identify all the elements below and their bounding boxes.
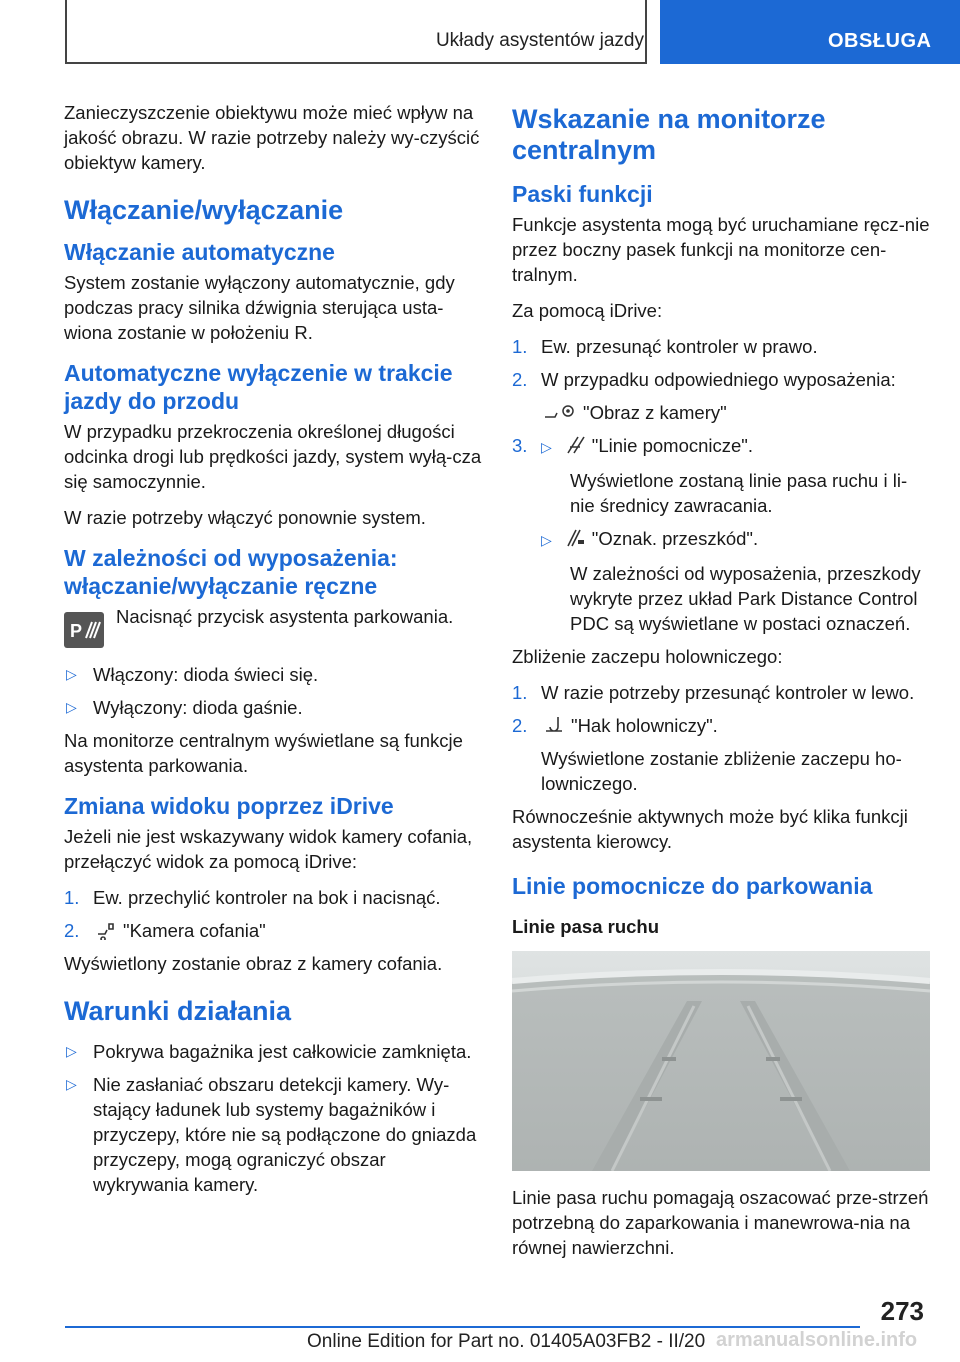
list-item xyxy=(512,713,930,738)
heading-display: Wskazanie na monitorze centralnym xyxy=(512,104,826,165)
list-item xyxy=(64,885,482,910)
step-description xyxy=(512,561,930,636)
led-on-text: Włączony: dioda świeci się. xyxy=(93,664,319,685)
lane-text: Linie pasa ruchu pomagają oszacować prze-strzeń potrzebną do zaparkowania i manewrowa-nia na równej nawierzchni. xyxy=(512,1187,929,1258)
view-text: Jeżeli nie jest wskazywany widok kamery cofania, przełączyć widok za pomocą iDrive: xyxy=(64,826,473,872)
condition-text: Pokrywa bagażnika jest całkowicie zamknięta. xyxy=(93,1041,472,1062)
step-description xyxy=(512,746,930,796)
obstacle-marking-icon xyxy=(564,528,586,548)
list-item xyxy=(512,334,930,359)
guide-lines-icon xyxy=(564,435,586,455)
step-text: "Linie pomocnicze". xyxy=(591,435,753,456)
step-desc-text: Wyświetlone zostanie zbliżenie zaczepu ho-lowniczego. xyxy=(541,748,902,794)
page-number: 273 xyxy=(880,1296,924,1326)
right-column xyxy=(512,100,930,1271)
heading-bars: Paski funkcji xyxy=(512,181,653,207)
heading-auto-off: Automatyczne wyłączenie w trakcie jazdy do przodu xyxy=(64,360,453,414)
bullet-triangle-icon: ▷ xyxy=(66,1076,77,1092)
park-assist-button-icon xyxy=(64,612,104,648)
heading-lines: Linie pomocnicze do parkowania xyxy=(512,873,873,899)
heading-auto-on: Włączanie automatyczne xyxy=(64,239,335,265)
step-number: 2. xyxy=(512,369,528,390)
list-item xyxy=(64,1072,482,1197)
list-item xyxy=(512,680,930,705)
step-number: 2. xyxy=(64,920,80,941)
park-assist-button-row xyxy=(64,604,482,648)
button-instruction: Nacisnąć przycisk asystenta parkowania. xyxy=(116,606,454,627)
step-description xyxy=(512,468,930,518)
step-text: "Oznak. przeszkód". xyxy=(591,528,759,549)
step-desc-text: W zależności od wyposażenia, przeszkody wykryte przez układ Park Distance Control PDC są wyświetlane w postaci oznaczeń. xyxy=(570,563,921,634)
list-item xyxy=(64,1039,482,1064)
bullet-triangle-icon: ▷ xyxy=(541,532,552,548)
step-number: 2. xyxy=(512,715,528,736)
section-title: Układy asystentów jazdy xyxy=(435,30,644,51)
intro-text: Zanieczyszczenie obiektywu może mieć wpływ na jakość obrazu. W razie potrzeby należy wy-czyścić obiektyw kamery. xyxy=(64,102,480,173)
camera-view-line xyxy=(512,400,930,425)
bullet-triangle-icon: ▷ xyxy=(66,699,77,715)
step-text: W razie potrzeby przesunąć kontroler w lewo. xyxy=(541,682,915,703)
heading-manual: W zależności od wyposażenia: włączanie/wyłączanie ręczne xyxy=(64,545,398,599)
list-item xyxy=(512,526,930,553)
chapter-tab: OBSŁUGA xyxy=(660,0,960,64)
camera-view-icon xyxy=(543,402,577,422)
heading-onoff: Włączanie/wyłączanie xyxy=(64,195,344,225)
bullet-triangle-icon: ▷ xyxy=(66,666,77,682)
condition-text: Nie zasłaniać obszaru detekcji kamery. Wy-stający ładunek lub systemy bagażników i przyczepy, które nie są podłączone do gniazda przyczepy, mogą ograniczyć obszar wykrywania kamery. xyxy=(93,1074,477,1195)
list-item xyxy=(512,367,930,392)
svg-text:P: P xyxy=(70,621,83,641)
step-number: 1. xyxy=(64,887,80,908)
bullet-triangle-icon: ▷ xyxy=(541,439,552,455)
step-number: 1. xyxy=(512,336,528,357)
step-text: Ew. przechylić kontroler na bok i nacisnąć. xyxy=(93,887,441,908)
hitch-text: Zbliżenie zaczepu holowniczego: xyxy=(512,646,783,667)
list-item xyxy=(64,662,482,687)
left-column xyxy=(64,100,482,1205)
footer-divider xyxy=(65,1326,860,1328)
step-number: 3. xyxy=(512,435,528,456)
step-number: 1. xyxy=(512,682,528,703)
monitor-text: Na monitorze centralnym wyświetlane są funkcje asystenta parkowania. xyxy=(64,730,463,776)
edition-footer: Online Edition for Part no. 01405A03FB2 - II/20 xyxy=(307,1331,706,1352)
list-item xyxy=(512,433,930,460)
auto-off-text: W przypadku przekroczenia określonej długości odcinka drogi lub prędkości jazdy, system wyłą-cza się samoczynnie. xyxy=(64,421,482,492)
heading-conditions: Warunki działania xyxy=(64,996,292,1026)
step-desc-text: Wyświetlone zostaną linie pasa ruchu i li-nie średnicy zawracania. xyxy=(570,470,908,516)
list-item xyxy=(64,695,482,720)
tow-hitch-icon xyxy=(543,715,565,735)
led-off-text: Wyłączony: dioda gaśnie. xyxy=(93,697,303,718)
auto-on-text: System zostanie wyłączony automatycznie, gdy podczas pracy silnika dźwignia sterująca usta-wiona zostanie w położeniu R. xyxy=(64,272,455,343)
view-result-text: Wyświetlony zostanie obraz z kamery cofania. xyxy=(64,953,443,974)
step-text: "Obraz z kamery" xyxy=(583,402,727,423)
step-text: "Kamera cofania" xyxy=(123,920,266,941)
rear-camera-icon xyxy=(95,920,117,940)
step-text: "Hak holowniczy". xyxy=(571,715,718,736)
step-text: Ew. przesunąć kontroler w prawo. xyxy=(541,336,818,357)
step-text: W przypadku odpowiedniego wyposażenia: xyxy=(541,369,896,390)
heading-lane: Linie pasa ruchu xyxy=(512,916,660,937)
heading-view: Zmiana widoku poprzez iDrive xyxy=(64,793,394,819)
watermark: armanualsonline.info xyxy=(716,1329,918,1351)
lane-lines-image xyxy=(512,951,930,1171)
simultaneous-text: Równocześnie aktywnych może być klika funkcji asystenta kierowcy. xyxy=(512,806,908,852)
idrive-text: Za pomocą iDrive: xyxy=(512,300,663,321)
list-item xyxy=(64,918,482,943)
bars-text: Funkcje asystenta mogą być uruchamiane ręcz-nie przez boczny pasek funkcji na monitorze cen-tralnym. xyxy=(512,214,930,285)
reenable-text: W razie potrzeby włączyć ponownie system. xyxy=(64,507,426,528)
bullet-triangle-icon: ▷ xyxy=(66,1043,77,1059)
